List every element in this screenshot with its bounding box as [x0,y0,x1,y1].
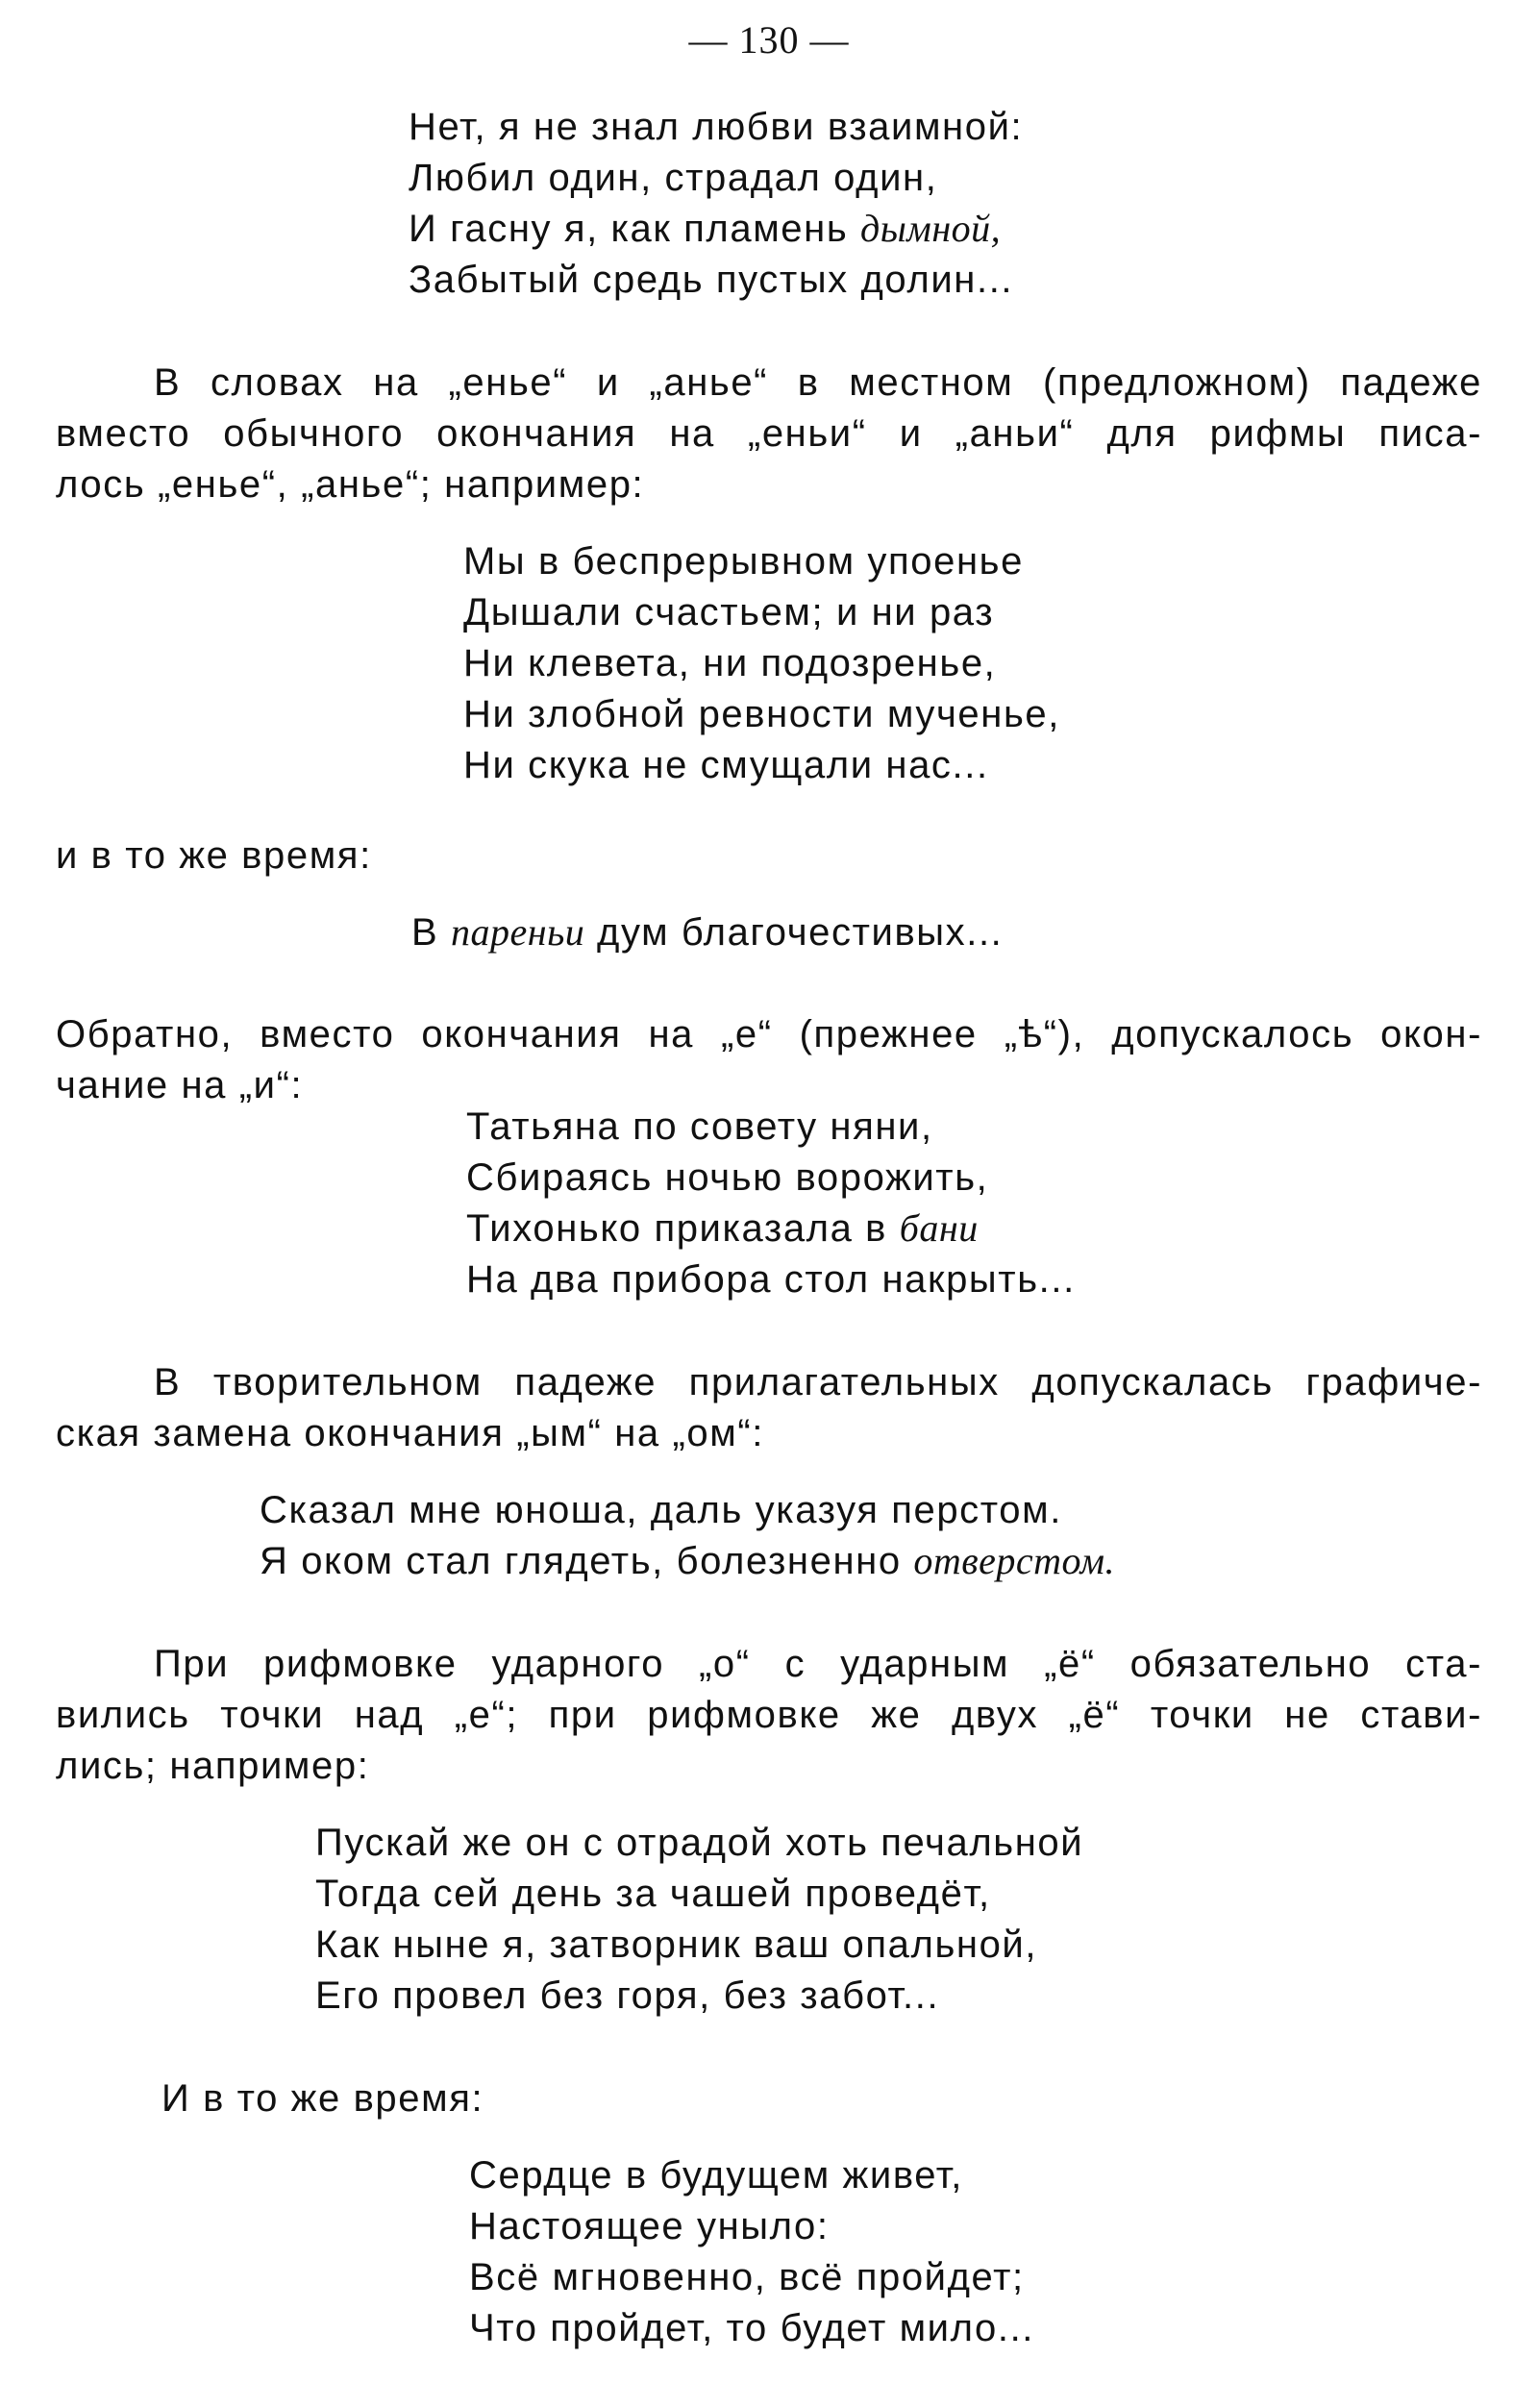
verse-line: Забытый средь пустых долин... [409,259,1014,301]
verse-line: На два прибора стол накрыть... [466,1258,1076,1301]
verse-line: Ни скука не смущали нас... [463,744,989,786]
verse-line: Сбираясь ночью ворожить, [466,1156,989,1199]
verse-line: Его провел без горя, без забот... [315,1974,940,2017]
paragraph-line: лось „енье“, „анье“; например: [56,463,645,506]
page-number: — 130 — [688,18,850,62]
verse-line: Ни злобной ревности мученье, [463,693,1060,735]
paragraph-line: чание на „и“: [56,1064,304,1106]
verse-line: Что пройдет, то будет мило... [469,2307,1035,2349]
connector-text: И в то же время: [161,2077,484,2120]
verse-line: Любил один, страдал один, [409,157,938,199]
paragraph-line: Обратно, вместо окончания на „е“ (прежнее „ѣ“), допускалось окон- [56,1013,1482,1055]
verse-line: Нет, я не знал любви взаимной: [409,106,1024,148]
verse-line: Мы в беспрерывном упоенье [463,540,1024,583]
italic-word: бани [899,1206,979,1250]
connector-text: и в то же время: [56,834,372,877]
paragraph-line: В творительном падеже прилагательных допускалась графиче- [154,1361,1482,1403]
italic-word: дымной, [859,207,1002,250]
verse-line: Всё мгновенно, всё пройдет; [469,2256,1025,2298]
verse-line: Тогда сей день за чашей проведёт, [315,1873,991,1915]
verse-line: Пускай же он с отрадой хоть печальной [315,1822,1084,1864]
verse-line: Настоящее уныло: [469,2205,830,2247]
paragraph-line: вместо обычного окончания на „еньи“ и „аньи“ для рифмы писа- [56,412,1482,455]
paragraph-line: ская замена окончания „ым“ на „ом“: [56,1412,764,1454]
italic-word: отверстом. [913,1539,1116,1582]
verse-line: Сердце в будущем живет, [469,2154,963,2197]
verse-line: Дышали счастьем; и ни раз [463,591,995,633]
verse-line: Я оком стал глядеть, болезненно отверстом. [260,1539,1116,1582]
paragraph-line: При рифмовке ударного „о“ с ударным „ё“ обязательно ста- [154,1643,1482,1685]
verse-line: Татьяна по совету няни, [466,1105,933,1148]
verse-line: Тихонько приказала в бани [466,1206,979,1250]
verse-line-pareni: В пареньи дум благочестивых... [411,910,1004,954]
verse-line: Как ныне я, затворник ваш опальной, [315,1924,1038,1966]
paragraph-line: В словах на „енье“ и „анье“ в местном (предложном) падеже [154,361,1482,404]
paragraph-line: вились точки над „е“; при рифмовке же двух „ё“ точки не стави- [56,1694,1482,1736]
verse-line: Сказал мне юноша, даль указуя перстом. [260,1489,1062,1531]
italic-word: пареньи [451,910,585,954]
paragraph-line: лись; например: [56,1745,370,1787]
verse-line: И гасну я, как пламень дымной, [409,207,1002,250]
verse-line: Ни клевета, ни подозренье, [463,642,997,684]
